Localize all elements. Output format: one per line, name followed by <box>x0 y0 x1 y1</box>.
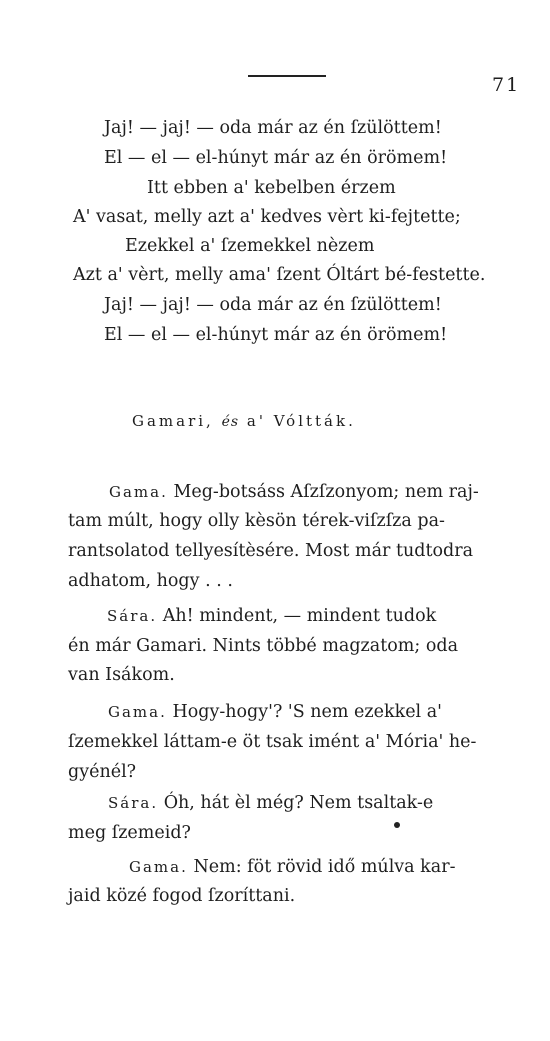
speaker-name: Gama. <box>129 858 188 876</box>
dialogue-line <box>108 792 433 814</box>
dialogue-line <box>129 856 456 878</box>
scene-heading-conj: és <box>221 414 240 430</box>
ink-speck <box>394 822 400 828</box>
dialogue-line: jaid közé fogod ſzoríttani. <box>68 886 296 906</box>
scene-heading <box>132 412 356 430</box>
dialogue-line: én már Gamari. Nints többé magzatom; oda <box>68 636 458 656</box>
dialogue-text: Meg-botsáss Aſzſzonyom; nem raj- <box>173 482 479 502</box>
dialogue-line: adhatom, hogy . . . <box>68 571 233 591</box>
verse-line: Azt a' vèrt, melly ama' ſzent Óltárt bé-festette. <box>73 265 486 285</box>
scene-heading-rest: a' Vóltták. <box>246 412 356 430</box>
speaker-name: Gama. <box>109 483 168 501</box>
dialogue-line: tam múlt, hogy olly kèsön térek-viſzſza pa- <box>68 511 445 531</box>
dialogue-line: gyénél? <box>68 762 137 782</box>
verse-line: Itt ebben a' kebelben érzem <box>147 178 396 198</box>
dialogue-line: meg ſzemeid? <box>68 823 191 843</box>
dialogue-text: Ah! mindent, — mindent tudok <box>162 606 437 626</box>
verse-line: Jaj! — jaj! — oda már az én ſzülöttem! <box>104 118 442 138</box>
verse-line: El — el — el-húnyt már az én örömem! <box>104 148 448 168</box>
dialogue-line <box>109 481 479 503</box>
verse-line: Ezekkel a' ſzemekkel nèzem <box>125 236 375 256</box>
speaker-name: Gama. <box>108 703 167 721</box>
dialogue-text: Óh, hát èl még? Nem tsaltak-e <box>163 793 434 813</box>
dialogue-line: van Isákom. <box>68 665 175 685</box>
header-rule <box>248 75 326 77</box>
verse-line: Jaj! — jaj! — oda már az én ſzülöttem! <box>104 295 442 315</box>
speaker-name: Sára. <box>108 794 159 812</box>
dialogue-line <box>108 701 442 723</box>
dialogue-text: Nem: föt rövid idő múlva kar- <box>193 857 456 877</box>
dialogue-line <box>107 605 436 627</box>
verse-line: A' vasat, melly azt a' kedves vèrt ki-fejtette; <box>73 207 461 227</box>
dialogue-line: ſzemekkel láttam-e öt tsak imént a' Mória' he- <box>68 732 477 752</box>
scene-heading-name: Gamari, <box>132 412 214 430</box>
dialogue-text: Hogy-hogy'? 'S nem ezekkel a' <box>172 702 442 722</box>
verse-line: El — el — el-húnyt már az én örömem! <box>104 325 448 345</box>
dialogue-line: rantsolatod tellyesítèsére. Most már tudtodra <box>68 541 474 561</box>
page-number: 71 <box>492 74 521 96</box>
speaker-name: Sára. <box>107 607 158 625</box>
